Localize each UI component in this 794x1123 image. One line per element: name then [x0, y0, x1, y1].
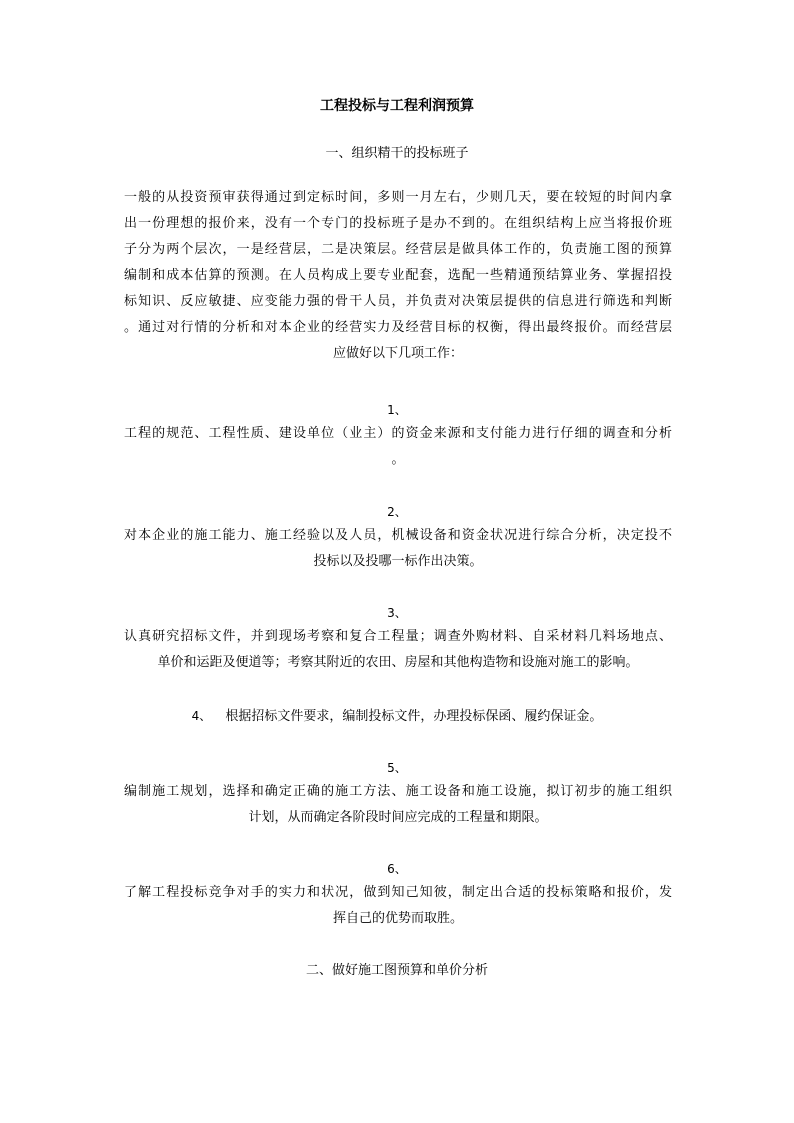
item-line: 单价和运距及便道等；考察其附近的农田、房屋和其他构造物和设施对施工的影响。 [157, 655, 639, 670]
paragraph-line: 应做好以下几项工作： [332, 346, 463, 361]
item-2-text [124, 523, 672, 575]
item-1-text [124, 421, 672, 473]
item-line: 。 [391, 452, 405, 467]
item-5-number: 5、 [387, 761, 407, 775]
item-4 [0, 706, 794, 727]
section-1-heading: 一、组织精干的投标班子 [325, 146, 469, 161]
item-line: 工程的规范、工程性质、建设单位（业主）的资金来源和支付能力进行仔细的调查和分析 [124, 426, 672, 441]
item-line: 计划，从而确定各阶段时间应完成的工程量和期限。 [248, 810, 548, 825]
item-line: 对本企业的施工能力、施工经验以及人员，机械设备和资金状况进行综合分析，决定投不 [124, 528, 672, 543]
item-line: 编制施工规划，选择和确定正确的施工方法、施工设备和施工设施，拟订初步的施工组织 [124, 784, 672, 799]
item-4-text: 根据招标文件要求，编制投标文件，办理投标保函、履约保证金。 [225, 709, 603, 724]
document-title: 工程投标与工程利润预算 [320, 98, 474, 114]
paragraph-line: 。通过对行情的分析和对本企业的经营实力及经营目标的权衡，得出最终报价。而经营层 [124, 320, 672, 335]
item-3-number: 3、 [387, 606, 407, 620]
item-line: 挥自己的优势而取胜。 [332, 911, 463, 926]
item-3-text [124, 624, 672, 676]
item-6-text [124, 880, 672, 932]
paragraph-line: 子分为两个层次，一是经营层，二是决策层。经营层是做具体工作的，负责施工图的预算 [124, 242, 672, 257]
item-line: 认真研究招标文件，并到现场考察和复合工程量；调查外购材料、自采材料几料场地点、 [124, 629, 672, 644]
paragraph-line: 一般的从投资预审获得通过到定标时间，多则一月左右，少则几天，要在较短的时间内拿 [124, 190, 672, 205]
item-4-number: 4、 [191, 709, 212, 723]
item-5-text [124, 779, 672, 831]
paragraph-line: 出一份理想的报价来，没有一个专门的投标班子是办不到的。在组织结构上应当将报价班 [124, 216, 672, 231]
item-6-number: 6、 [387, 862, 407, 876]
section-1-intro-paragraph [124, 185, 672, 367]
item-2-number: 2、 [387, 505, 407, 519]
item-1-number: 1、 [387, 403, 407, 417]
paragraph-line: 标知识、反应敏捷、应变能力强的骨干人员，并负责对决策层提供的信息进行筛选和判断 [124, 294, 672, 309]
section-2-heading: 二、做好施工图预算和单价分析 [305, 963, 488, 978]
item-line: 投标以及投哪一标作出决策。 [313, 554, 483, 569]
item-line: 了解工程投标竞争对手的实力和状况，做到知己知彼，制定出合适的投标策略和报价，发 [124, 885, 672, 900]
paragraph-line: 编制和成本估算的预测。在人员构成上要专业配套，选配一些精通预结算业务、掌握招投 [124, 268, 672, 283]
